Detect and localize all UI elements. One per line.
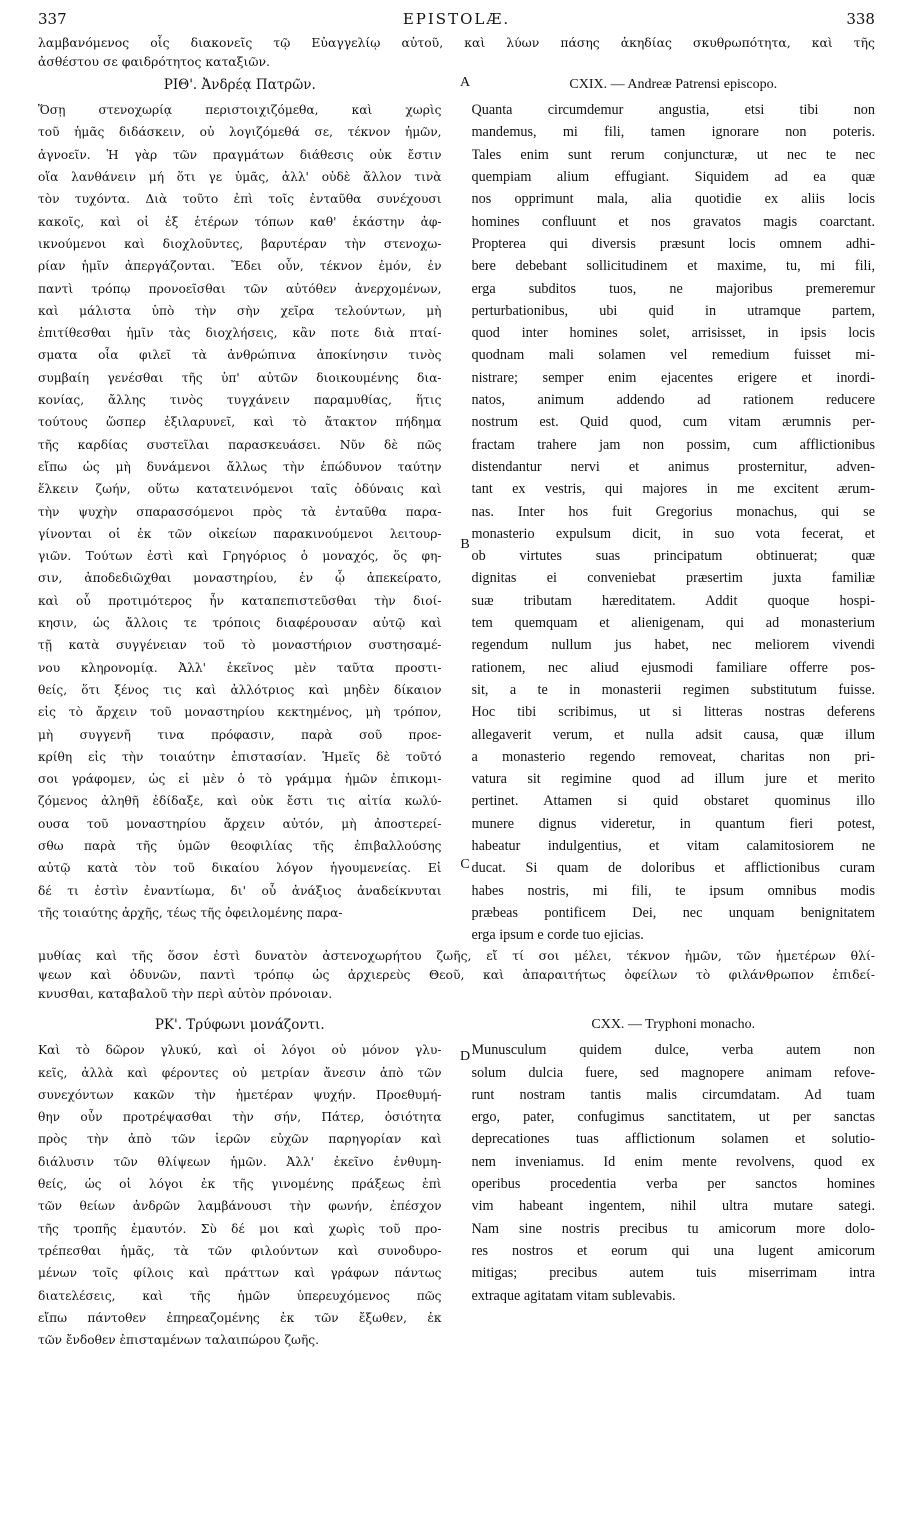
text-line: σματα οἷα φιλεῖ τὰ ἀνθρώπινα ἀποκίνησιν τινὸς xyxy=(38,348,442,363)
greek-text xyxy=(38,99,442,924)
latin-column xyxy=(450,1011,876,1351)
text-line: vatura sit regimine quod ad illum jure et merito xyxy=(471,771,875,788)
text-line: a monasterio regendo removeat, charitas non pri- xyxy=(471,748,875,765)
text-line: res nostros et eorum qui una lugent amicorum xyxy=(471,1242,875,1259)
text-line: θείς, ὡς οἱ λόγοι ἐκ τῆς γινομένης πράξεως ἐπὶ xyxy=(38,1177,442,1192)
text-line: τῶν ἔνδοθεν ἐπισταμένων ταλαιπώρου ζωῆς. xyxy=(38,1333,319,1348)
text-line: διάλυσιν τῶν θλίψεων ἡμῶν. Ἀλλ' ἐκεῖνο ἐνθυμη- xyxy=(38,1154,442,1169)
latin-text xyxy=(472,99,876,946)
text-line: fractam trahere jam non possim, cum afflictionibus xyxy=(471,436,875,453)
text-line: σιν, ἀποδεδιῶχθαι μοναστηρίου, ἐν ᾧ ἀπεκείρατο, xyxy=(38,571,442,586)
text-line: ἀσθέστου σε φαιδρότητος καταξιῶν. xyxy=(38,53,270,69)
greek-column xyxy=(38,71,450,946)
text-line: λαμβανόμενος οἷς διακονεῖς τῷ Εὐαγγελίῳ αὐτοῦ, καὶ λύων πάσης ἀκηδίας σκυθρωπότητα, καὶ τῆς xyxy=(38,35,875,50)
text-line: Munusculum quidem dulce, verba autem non xyxy=(471,1042,875,1059)
text-line: regendum nullum jus habet, nec meliorem vivendi xyxy=(471,637,875,654)
text-line: τούτους ὥσπερ ἐξιλαρυνεῖ, καὶ τὸ ἄτακτον πήδημα xyxy=(38,415,442,430)
text-line: nas. Inter hos fuit Gregorius monachus, qui se xyxy=(471,503,875,520)
text-line: ουσα τοῦ μοναστηρίου ἄρχειν αὐτόν, μὴ ἀποστερεί- xyxy=(38,816,442,831)
text-line: νου κληρονομίᾳ. Ἀλλ' ἐκεῖνος μὲν ταῦτα προστι- xyxy=(38,660,442,675)
text-line: Hoc tibi scribimus, ut si litteras nostras deferens xyxy=(471,704,875,721)
text-line: συμβαίη γενέσθαι τῆς ὑπ' αὐτῶν διοικουμένης δια- xyxy=(38,370,442,385)
text-line: ἐπιτίθεσθαι ἡμῖν τὰς διοχλήσεις, κἂν ποτε διὰ πταί- xyxy=(38,326,442,341)
latin-heading: CXX. — Tryphoni monacho. xyxy=(591,1017,756,1033)
text-line: habes nostris, mi fili, te ipsum omnibus modis xyxy=(471,882,875,899)
text-line: τῶν θείων ἀνδρῶν λαμβάνουσι τὴν φωνήν, ἐπέσχον xyxy=(38,1199,442,1214)
greek-text xyxy=(38,1039,442,1351)
text-line: οἵα λανθάνειν μή ὅτι γε ὑμᾶς, ἀλλ' οὐδὲ ἄλλον τινὰ xyxy=(38,170,442,185)
text-line: suæ tributam hæreditatem. Addit quoque hospi- xyxy=(471,592,875,609)
text-line: κακοῖς, καὶ οἱ ἐξ ἑτέρων τόπων καθ' ἑκάστην ἀφ- xyxy=(38,214,442,229)
text-line: tem quemquam et alienigenam, qui ad monasterium xyxy=(471,615,875,632)
text-line: κρίθη εἰς τὴν τοιαύτην ἐπιστασίαν. Ἡμεῖς δὲ τοῦτό xyxy=(38,749,442,764)
text-line: ob virtutes suas principatum obtinuerat; quæ xyxy=(471,548,875,565)
text-line: vim habeant ingentem, nihil ultra mutare sategi. xyxy=(471,1198,875,1215)
text-line: ergo, pater, confugimus sanctitatem, ut per sanctas xyxy=(471,1109,875,1126)
text-line: θην οὖν προτρέψασθαι τὴν σήν, Πάτερ, ὁσιότητα xyxy=(38,1110,442,1125)
text-line: τῆς καρδίας συστεῖλαι παρασκευάσει. Νῦν δὲ πῶς xyxy=(38,437,442,452)
text-line: sit, a te in monasterii regimen substitutum fuisse. xyxy=(471,681,875,698)
text-line: quod inter homines solet, arrisisset, in ipsis locis xyxy=(471,325,875,342)
text-line: deprecationes tuas afflictionum solamen et solutio- xyxy=(471,1131,875,1148)
letter-120 xyxy=(38,1011,875,1351)
text-line: σθω παρὰ τῆς ὑμῶν θεοφιλίας τῆς ἐπιβαλλούσης xyxy=(38,838,442,853)
text-line: διατελέσεις, καὶ τῆς ἡμῶν ὑπερευχόμενος πῶς xyxy=(38,1288,442,1303)
text-line: dignitas ei conveniebat præsertim juxta familiæ xyxy=(471,570,875,587)
text-line: εἰς τὸ ἄρχειν τοῦ μοναστηρίου κεκτημένος, μὴ τρόπον, xyxy=(38,705,442,720)
greek-column xyxy=(38,1011,450,1351)
text-line: munere dignus videretur, in quantum fieri potest, xyxy=(471,815,875,832)
text-line: monasterio expulsum dicit, in suo vota fecerat, et xyxy=(471,525,875,542)
margin-marker-b: B xyxy=(460,537,470,553)
left-page-number: 337 xyxy=(38,10,67,28)
text-line: Propterea qui diversis præsunt locis omnem adhi- xyxy=(471,235,875,252)
text-line: μυθίας καὶ τῆς ὅσον ἐστὶ δυνατὸν ἀστενοχωρήτου ζωῆς, εἴ τί σοι μέλει, τέκνον ἡμῶν, τῶν ἡμετέρων θλί- xyxy=(38,948,875,964)
latin-heading: CXIX. — Andreæ Patrensi episcopo. xyxy=(569,77,778,93)
text-line: Tales enim sunt rerum conjuncturæ, ut nec te nec xyxy=(471,146,875,163)
text-line: ρίαν ἡμῖν ἀπεργάζονται. Ἔδει οὖν, τέκνον ἐμόν, ἐν xyxy=(38,259,442,274)
text-line: γίνονται οἱ ἐκ τῶν οἰκείων παρακινούμενοι λειτουρ- xyxy=(38,526,442,541)
text-line: ducat. Si quam de doloribus et afflictionibus curam xyxy=(471,860,875,877)
margin-marker-d: D xyxy=(459,1049,471,1065)
text-line: καὶ μάλιστα ὑπὸ τὴν σὴν χεῖρα τελούντων, μὴ xyxy=(38,303,442,318)
text-line: μὴ συγγενῆ τινα πρόφασιν, παρὰ σοῦ προε- xyxy=(38,727,442,742)
text-line: bere debebant sollicitudinem et maxime, tu, mi fili, xyxy=(471,258,875,275)
text-line: δέ τι ἐστὶν ἐναντίωμα, δι' οὗ ἀνάξιος ἀναδείκνυται xyxy=(38,883,442,898)
text-line: συνεχόντων κακῶν τὴν ἡμετέραν ψυχήν. Προεθυμή- xyxy=(38,1087,442,1102)
text-line: allegaverit verum, et nulla adsit causa, quæ illum xyxy=(471,726,875,743)
text-line: mitigas; precibus autem tuis miserrimam intra xyxy=(471,1265,875,1282)
letter-119 xyxy=(38,71,875,946)
text-line: pertinet. Attamen si quid obstaret quominus illo xyxy=(471,793,875,810)
greek-heading: ΡΚ'. Τρύφωνι μονάζοντι. xyxy=(154,1017,325,1034)
text-line: αὐτῷ κατὰ τὸν τοῦ δικαίου λόγον ἡγουμενείας. Εἰ xyxy=(38,861,442,876)
text-line: κονίας, ἄλλης τινὸς τυγχάνειν παραμυθίας, ἥτις xyxy=(38,393,442,408)
text-line: εἴπω πάντοθεν ἐπηρεαζομένης ἐκ τῶν ἔξωθεν, ἐκ xyxy=(38,1310,442,1325)
right-page-number: 338 xyxy=(846,10,875,28)
greek-heading: ΡΙΘ'. Ἀνδρέᾳ Πατρῶν. xyxy=(163,77,316,94)
text-line: θείς, ὅτι ξένος τις καὶ ἀλλότριος καὶ μηδὲν δίκαιον xyxy=(38,682,442,697)
text-line: habeatur indulgentius, et vitam calamitosiorem ne xyxy=(471,837,875,854)
text-line: ζόμενος ἀληθῆ ἐδίδαξε, καὶ οὐκ ἔστι τις αἰτία κωλύ- xyxy=(38,794,442,809)
text-line: nos opprimunt mala, alia quotidie ex aliis locis xyxy=(471,191,875,208)
text-line: γιῶν. Τούτων ἐστὶ καὶ Γρηγόριος ὁ μοναχός, ὅς φη- xyxy=(38,549,442,564)
text-line: παντὶ τρόπῳ προνοεῖσθαι τῶν αὐτόθεν ἀνερχομένων, xyxy=(38,281,442,296)
latin-text xyxy=(472,1039,876,1307)
text-line: κεῖς, ἀλλὰ καὶ φέροντες οὐ μετρίαν ἄνεσιν ἀπὸ τῶν xyxy=(38,1065,442,1080)
text-line: ικνούμενοι καὶ διοχλοῦντες, βαρυτέραν τὴν στενοχω- xyxy=(38,236,442,251)
text-line: mandemus, mi fili, tamen ignorare non poteris. xyxy=(471,124,875,141)
running-title: EPISTOLÆ. xyxy=(402,10,511,28)
text-line: distendantur nervi et animus prosternitur, adven- xyxy=(471,458,875,475)
text-line: rationem, nec aliud ejusmodi familiare offerre pos- xyxy=(471,659,875,676)
text-line: nistrare; semper enim ejacentes erigere et inordi- xyxy=(471,369,875,386)
text-line: quodnam mali solamen vel remedium fuisset mi- xyxy=(471,347,875,364)
text-line: τὸν τυχόντα. Διὰ τοῦτο ἐπὶ τοῖς ἐνταῦθα συνέχουσι xyxy=(38,192,442,207)
text-line: τὴν ψυχὴν σπαρασσόμενοι πρὸς τὰ ἐνταῦθα παρα- xyxy=(38,504,442,519)
text-line: ψεων καὶ ὀδυνῶν, παντὶ τρόπῳ ὡς ἀρχιερεὺς Θεοῦ, καὶ ἀπαραιτήτως ὀφείλων τὸ φιλάνθρωπον ἐπιδεί- xyxy=(38,967,875,983)
text-line: nostrum est. Quid quod, cum vitam ærumnis per- xyxy=(471,414,875,431)
text-line: σοι γράφομεν, ὡς εἰ μὲν ὁ τὸ γράμμα ἡμῶν ἐπικομι- xyxy=(38,772,442,787)
text-line: Quanta circumdemur angustia, etsi tibi non xyxy=(471,102,875,119)
text-line: natos, animum addendo ad rationem reducere xyxy=(471,392,875,409)
text-line: tant ex vestris, qui majores in me excitent ærum- xyxy=(471,481,875,498)
text-line: τρέπεσθαι ἡμᾶς, τὰ τῶν φιλούντων καὶ συνοδυρο- xyxy=(38,1243,442,1258)
text-line: μένων τοῖς φίλοις καὶ πράττων καὶ γράφων πάντως xyxy=(38,1266,442,1281)
text-line: τῆς τροπῆς ἐμαυτόν. Σὺ δέ μοι καὶ χωρὶς τοῦ προ- xyxy=(38,1221,442,1236)
text-line: Nam sine nostris precibus tu amicorum more dolo- xyxy=(471,1220,875,1237)
text-line: quempiam alium effugiant. Siquidem ad ea quæ xyxy=(471,169,875,186)
margin-marker-c: C xyxy=(460,857,470,873)
text-line: præbeas pontificem Dei, nec unquam benignitatem xyxy=(471,904,875,921)
text-line: nem inveniamus. Id enim mente revolvens, quod ex xyxy=(471,1153,875,1170)
running-header xyxy=(38,10,875,34)
text-line: perturbationibus, ubi quid in utramque partem, xyxy=(471,302,875,319)
text-line: ἀγνοεῖν. Ἡ γὰρ τῶν πραγμάτων διάθεσις οὐκ ἔστιν xyxy=(38,147,442,162)
text-line: κνυσθαι, καταβαλοῦ τὴν περὶ αὐτὸν πρόνοιαν. xyxy=(38,985,333,1001)
text-line: καὶ οὗ προτιμότερος ἦν καταπεπιστεῦσθαι τὴν διοί- xyxy=(38,593,442,608)
letter-119-tail xyxy=(38,947,875,1003)
text-line: erga subditos tuos, ne majoribus premeremur xyxy=(471,280,875,297)
text-line: Καὶ τὸ δῶρον γλυκύ, καὶ οἱ λόγοι οὐ μόνον γλυ- xyxy=(38,1043,442,1058)
text-line: homines confluunt et nos gravatos magis coarctant. xyxy=(471,213,875,230)
text-line: operibus procedentia verba per sanctos homines xyxy=(471,1176,875,1193)
latin-column xyxy=(450,71,876,946)
text-line: κησιν, ὡς ἄλλοις τε τρόποις διαφέρουσαν αὐτῷ καὶ xyxy=(38,616,442,631)
text-line: τῇ κατὰ συγγένειαν τοῦ τὸ μοναστήριον συστησαμέ- xyxy=(38,638,442,653)
text-line: ἕλκειν ζωήν, οὕτω κατατεινόμενοι ταῖς ὀδύναις καὶ xyxy=(38,482,442,497)
text-line: extraque agitatam vitam sublevabis. xyxy=(471,1287,676,1304)
text-line: runt nostram tantis malis circumdatam. Ad tuam xyxy=(471,1086,875,1103)
text-line: τῆς τοιαύτης ἀρχῆς, τέως τῆς ὀφειλομένης παρα- xyxy=(38,905,343,920)
text-line: εἴπω ὡς μὴ δυνάμενοι ἄλλως τὴν ἐπώδυνον ταύτην xyxy=(38,459,442,474)
text-line: solum dulcia fuere, sed magnopere animam refove- xyxy=(471,1064,875,1081)
text-line: erga ipsum e corde tuo ejicias. xyxy=(471,927,644,944)
text-line: τοῦ ἡμᾶς διδάσκειν, οὐ λογιζόμεθά σε, τέκνον ἡμῶν, xyxy=(38,125,442,140)
text-line: Ὅσῃ στενοχωρίᾳ περιστοιχιζόμεθα, καὶ χωρὶς xyxy=(38,103,442,118)
intro-continuation xyxy=(38,34,875,71)
text-line: πρὸς τὴν ἀπὸ τῶν ἱερῶν εὐχῶν παρηγορίαν καὶ xyxy=(38,1132,442,1147)
margin-marker-a: A xyxy=(459,75,471,91)
